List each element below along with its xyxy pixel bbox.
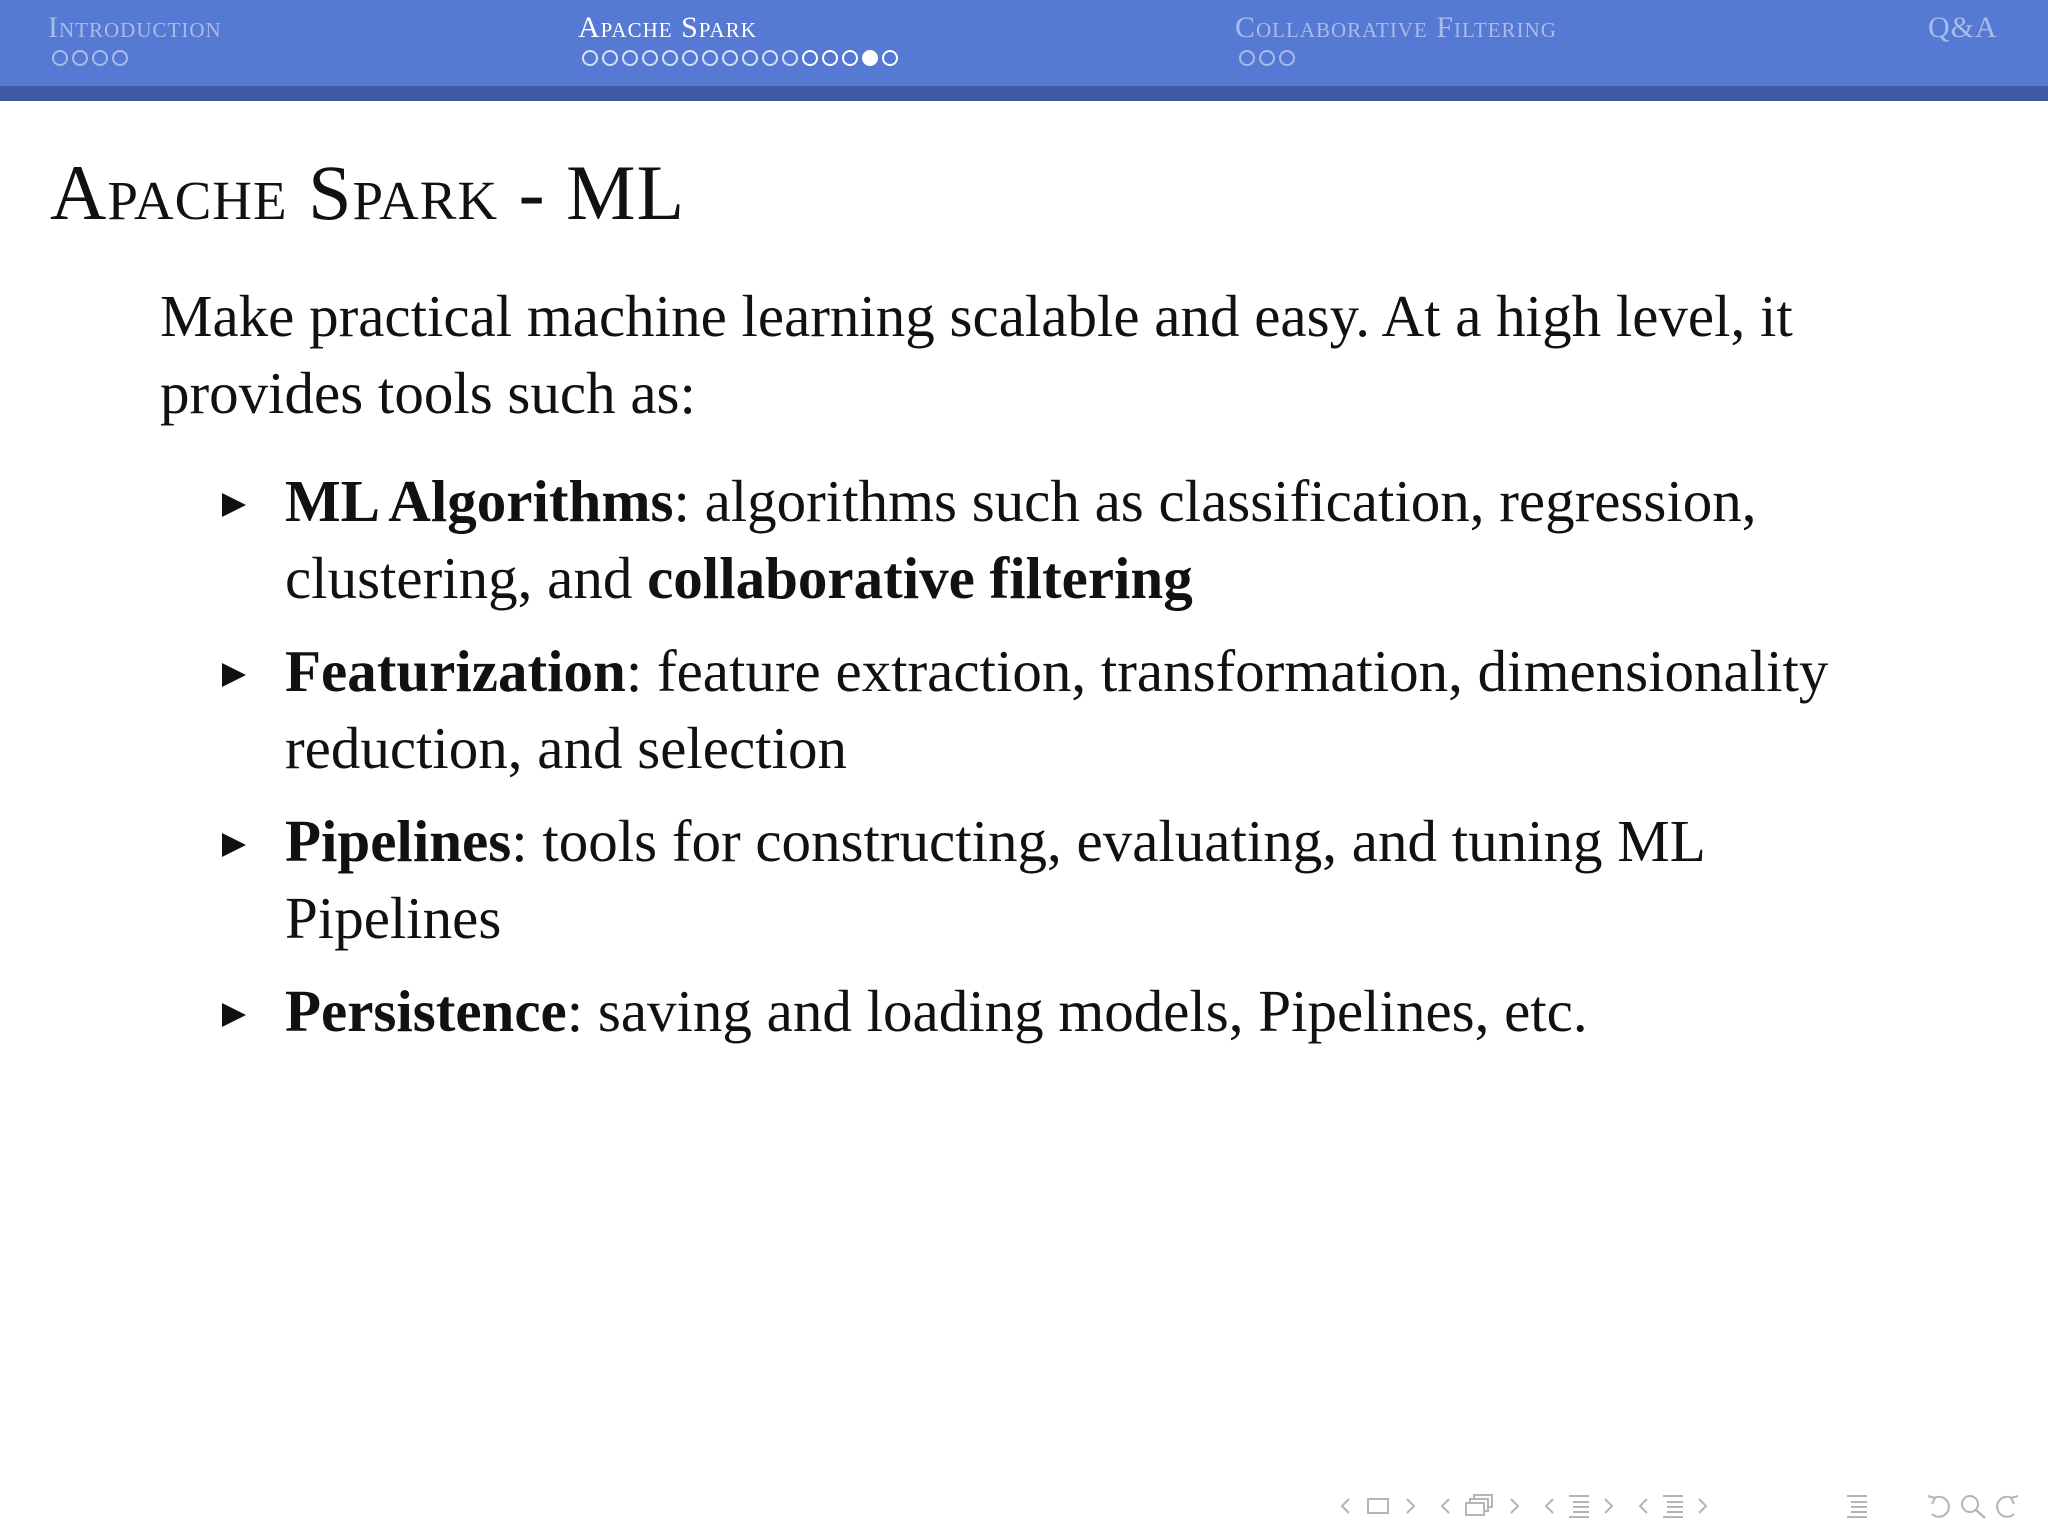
prev-frame-arrow-icon[interactable] — [1335, 1488, 1355, 1524]
subsection-icon[interactable] — [1463, 1488, 1497, 1524]
item-text: : tools for constructing, evaluating, and tuning ML Pipelines — [285, 808, 1704, 951]
slide-dot[interactable] — [822, 50, 838, 66]
nav-section-collaborative-filtering[interactable] — [1235, 8, 1557, 66]
section-icon[interactable] — [1563, 1488, 1595, 1524]
list-item-featurization — [160, 633, 1900, 787]
intro-paragraph: Make practical machine learning scalable and easy. At a high level, it provides tools such as: — [160, 283, 1793, 426]
presentation-icon[interactable] — [1657, 1488, 1689, 1524]
prev-slide-group-arrow-icon[interactable] — [1633, 1488, 1653, 1524]
slide-dot[interactable] — [862, 50, 878, 66]
slide-dot[interactable] — [842, 50, 858, 66]
next-frame-arrow-icon[interactable] — [1401, 1488, 1421, 1524]
prev-subsection-arrow-icon[interactable] — [1435, 1488, 1455, 1524]
slide-dots — [582, 50, 898, 66]
triangle-bullet-icon — [222, 493, 246, 517]
back-icon[interactable] — [1923, 1488, 1955, 1524]
item-text: : saving and loading models, Pipelines, etc. — [566, 978, 1588, 1044]
item-term: Featurization — [285, 638, 626, 704]
nav-section-qa[interactable] — [1928, 8, 1998, 48]
triangle-bullet-icon — [222, 1003, 246, 1027]
search-icon[interactable] — [1957, 1488, 1989, 1524]
slide-dot[interactable] — [112, 50, 128, 66]
section-navigation-bar — [0, 0, 2048, 86]
slide-title: Apache Spark - ML — [50, 149, 686, 236]
list-item-ml-algorithms — [160, 463, 1900, 617]
slide-dot[interactable] — [882, 50, 898, 66]
item-term: ML Algorithms — [285, 468, 674, 534]
nav-section-label[interactable]: Introduction — [48, 11, 222, 44]
slide-dot[interactable] — [582, 50, 598, 66]
triangle-bullet-icon — [222, 663, 246, 687]
slide-dot[interactable] — [702, 50, 718, 66]
nav-section-introduction[interactable] — [48, 8, 222, 66]
feature-list — [160, 463, 1900, 1066]
nav-section-apache-spark[interactable] — [578, 8, 898, 66]
slide-dot[interactable] — [622, 50, 638, 66]
next-section-arrow-icon[interactable] — [1599, 1488, 1619, 1524]
frame-icon[interactable] — [1365, 1488, 1391, 1524]
slide-dot[interactable] — [682, 50, 698, 66]
nav-section-label[interactable]: Collaborative Filtering — [1235, 11, 1557, 44]
item-term: Persistence — [285, 978, 567, 1044]
slide-dot[interactable] — [722, 50, 738, 66]
slide-dot[interactable] — [762, 50, 778, 66]
prev-section-arrow-icon[interactable] — [1539, 1488, 1559, 1524]
slide-dot[interactable] — [742, 50, 758, 66]
appendix-icon[interactable] — [1841, 1488, 1873, 1524]
slide-dot[interactable] — [1239, 50, 1255, 66]
slide-dot[interactable] — [782, 50, 798, 66]
slide-dot[interactable] — [1259, 50, 1275, 66]
next-slide-group-arrow-icon[interactable] — [1693, 1488, 1713, 1524]
slide-dot[interactable] — [602, 50, 618, 66]
nav-section-label[interactable]: Apache Spark — [578, 11, 757, 44]
header-rule — [0, 86, 2048, 101]
slide-dot[interactable] — [802, 50, 818, 66]
item-emphasis: collaborative filtering — [647, 545, 1193, 611]
slide-dot[interactable] — [662, 50, 678, 66]
slide-dot[interactable] — [92, 50, 108, 66]
list-item-persistence — [160, 973, 1900, 1050]
item-term: Pipelines — [285, 808, 512, 874]
triangle-bullet-icon — [222, 833, 246, 857]
slide-dot[interactable] — [52, 50, 68, 66]
slide-dot[interactable] — [642, 50, 658, 66]
next-subsection-arrow-icon[interactable] — [1505, 1488, 1525, 1524]
nav-section-label[interactable]: Q&A — [1928, 11, 1998, 44]
slide-dots — [1239, 50, 1557, 66]
item-text: : algorithms such as classification, regression, clustering, and — [285, 468, 1757, 611]
forward-icon[interactable] — [1991, 1488, 2023, 1524]
slide-dot[interactable] — [72, 50, 88, 66]
list-item-pipelines — [160, 803, 1900, 957]
item-text: : feature extraction, transformation, dimensionality reduction, and selection — [285, 638, 1829, 781]
beamer-navigation-symbols — [1335, 1488, 2035, 1528]
slide-dots — [52, 50, 222, 66]
slide-dot[interactable] — [1279, 50, 1295, 66]
